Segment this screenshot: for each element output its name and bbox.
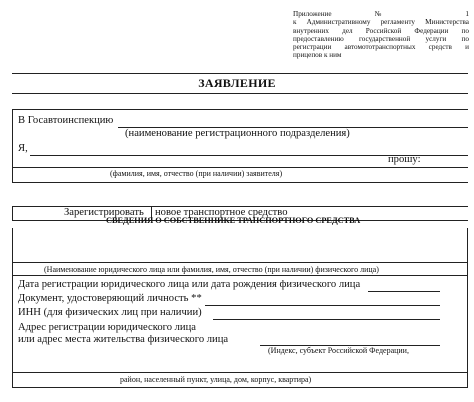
owner-name-line[interactable] (12, 262, 468, 263)
action-value[interactable]: новое транспортное средство (155, 207, 288, 218)
ask-line (12, 167, 468, 168)
appendix-line: внутренних дел Российской Федерации по (293, 26, 469, 35)
owner-section-title: СВЕДЕНИЯ О СОБСТВЕННИКЕ ТРАНСПОРТНОГО СРЕДСТВА (106, 216, 361, 225)
title-top-rule (12, 73, 468, 74)
field-id-document-label: Документ, удостоверяющий личность ** (18, 293, 202, 304)
appendix-line: прицепов к ним (293, 51, 342, 60)
owner-block-bottom-rule (12, 387, 468, 388)
address-line-2[interactable] (12, 372, 468, 373)
applicant-hint: (фамилия, имя, отчество (при наличии) заявителя) (110, 169, 283, 178)
appendix-line: регистрации автомототранспортных средств и (293, 43, 469, 52)
action-row-left-border (12, 206, 13, 220)
field-id-document-line[interactable] (205, 305, 440, 306)
i-label: Я, (18, 143, 28, 154)
form-title: ЗАЯВЛЕНИЕ (198, 76, 276, 90)
field-birth-date-label: Дата регистрации юридического лица или дата рождения физического лица (18, 279, 361, 290)
to-label: В Госавтоинспекцию (18, 115, 114, 126)
appendix-note (293, 10, 469, 60)
applicant-block-border (12, 109, 13, 183)
appendix-line: Приложение № 1 (293, 10, 469, 18)
field-address-label-1: Адрес регистрации юридического лица (18, 322, 196, 333)
field-inn-line[interactable] (213, 319, 440, 320)
action-label: Зарегистрировать (64, 207, 144, 218)
appendix-line: предоставлению государственной услуги по (293, 34, 469, 43)
appendix-line: к Административному регламенту Министерства (293, 18, 469, 27)
owner-name-hint: (Наименование юридического лица или фамилия, имя, отчество (при наличии) физического лица) (44, 265, 379, 274)
address-hint-2: район, населенный пункт, улица, дом, корпус, квартира) (120, 375, 312, 384)
applicant-block-bottom-rule (12, 182, 468, 183)
field-inn-label: ИНН (для физических лиц при наличии) (18, 307, 202, 318)
owner-block-right-border (467, 228, 468, 388)
subdivision-hint: (наименование регистрационного подразделения) (125, 128, 350, 139)
field-birth-date-line[interactable] (368, 291, 440, 292)
owner-block-left-border (12, 228, 13, 388)
field-address-label-2: или адрес места жительства физического лица (18, 334, 229, 345)
title-bottom-rule (12, 93, 468, 94)
owner-name-bottom-rule (12, 275, 468, 276)
ask-label: прошу: (388, 154, 421, 165)
applicant-block-top-rule (12, 109, 468, 110)
address-hint-1: (Индекс, субъект Российской Федерации, (268, 346, 409, 355)
